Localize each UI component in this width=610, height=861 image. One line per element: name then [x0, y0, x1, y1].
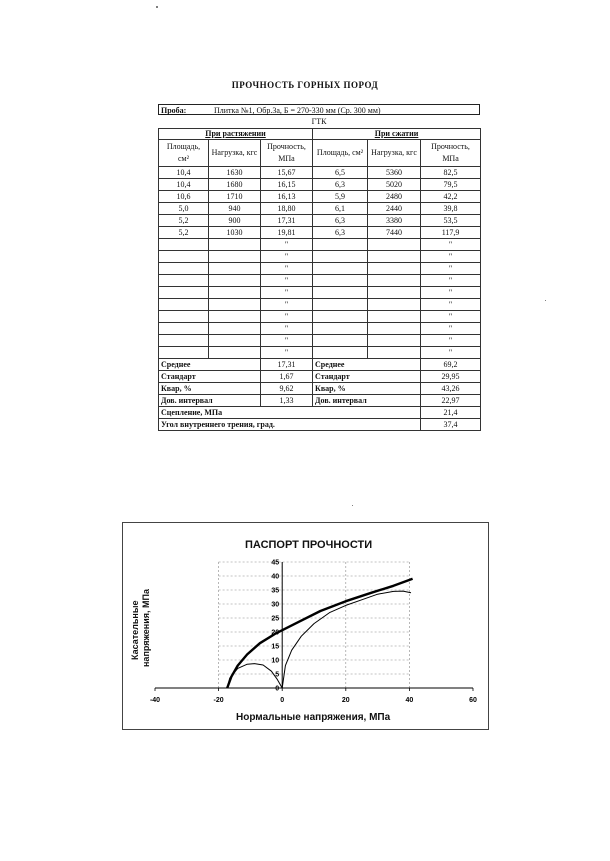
table-cell: 16,15 — [261, 179, 313, 191]
y-tick-label: 35 — [271, 587, 280, 595]
stat-value: 17,31 — [261, 359, 313, 371]
y-tick-label: 30 — [271, 601, 280, 609]
ditto-mark: " — [421, 239, 481, 251]
method-label: ГТК — [311, 117, 327, 126]
table-cell: 79,5 — [421, 179, 481, 191]
stat-label: Дов. интервал — [159, 395, 261, 407]
stat-value: 22,97 — [421, 395, 481, 407]
table-cell: 940 — [209, 203, 261, 215]
ditto-mark: " — [261, 299, 313, 311]
y-axis-label-line1: Касательные — [130, 600, 140, 660]
table-cell: 17,31 — [261, 215, 313, 227]
column-header: Прочность, МПа — [421, 140, 481, 167]
column-header: Нагрузка, кгс — [209, 140, 261, 167]
ditto-mark: " — [261, 287, 313, 299]
table-cell: 5,0 — [159, 203, 209, 215]
ditto-mark: " — [421, 323, 481, 335]
column-header: Прочность, МПа — [261, 140, 313, 167]
chart-title: ПАСПОРТ ПРОЧНОСТИ — [245, 539, 373, 551]
table-cell: 53,5 — [421, 215, 481, 227]
y-tick-label: 15 — [271, 643, 280, 651]
ditto-mark: " — [261, 275, 313, 287]
table-cell: 18,80 — [261, 203, 313, 215]
table-cell: 42,2 — [421, 191, 481, 203]
stat-label: Стандарт — [313, 371, 421, 383]
table-cell: 3380 — [368, 215, 421, 227]
y-tick-label: 10 — [271, 657, 280, 665]
stat-value: 1,33 — [261, 395, 313, 407]
mohr-circle-line — [282, 591, 411, 688]
table-cell: 1030 — [209, 227, 261, 239]
table-cell: 2440 — [368, 203, 421, 215]
stat-label: Квар, % — [159, 383, 261, 395]
stat-value: 37,4 — [421, 419, 481, 431]
table-cell: 39,8 — [421, 203, 481, 215]
table-cell: 6,5 — [313, 167, 368, 179]
ditto-mark: " — [261, 263, 313, 275]
stat-value: 43,26 — [421, 383, 481, 395]
y-tick-label: 25 — [271, 615, 280, 623]
ditto-mark: " — [421, 275, 481, 287]
table-cell: 10,6 — [159, 191, 209, 203]
table-cell: 5,2 — [159, 227, 209, 239]
table-cell: 5020 — [368, 179, 421, 191]
stat-label: Стандарт — [159, 371, 261, 383]
group-tension: При растяжении — [159, 129, 313, 140]
x-tick-label: 0 — [280, 697, 285, 704]
column-header: Площадь, см² — [159, 140, 209, 167]
x-tick-label: 40 — [405, 697, 414, 704]
table-cell: 16,13 — [261, 191, 313, 203]
group-compression: При сжатии — [313, 129, 481, 140]
ditto-mark: " — [261, 251, 313, 263]
table-cell: 5,2 — [159, 215, 209, 227]
ditto-mark: " — [421, 311, 481, 323]
table-cell: 117,9 — [421, 227, 481, 239]
y-tick-label: 40 — [271, 573, 280, 581]
table-cell: 1680 — [209, 179, 261, 191]
column-header: Нагрузка, кгс — [368, 140, 421, 167]
stat-value: 21,4 — [421, 407, 481, 419]
ditto-mark: " — [421, 251, 481, 263]
ditto-mark: " — [421, 263, 481, 275]
table-cell: 15,67 — [261, 167, 313, 179]
stat-label: Среднее — [313, 359, 421, 371]
table-cell: 5360 — [368, 167, 421, 179]
y-tick-label: 0 — [275, 685, 280, 693]
ditto-mark: " — [261, 335, 313, 347]
table-cell: 6,3 — [313, 179, 368, 191]
table-cell: 1710 — [209, 191, 261, 203]
ditto-mark: " — [421, 287, 481, 299]
sample-value: Плитка №1, Обр.3а, Б = 270-330 мм (Ср. 300 мм) — [214, 106, 381, 115]
table-cell: 900 — [209, 215, 261, 227]
ditto-mark: " — [421, 299, 481, 311]
x-axis-label: Нормальные напряжения, МПа — [236, 712, 391, 723]
x-tick-label: -20 — [213, 697, 224, 704]
table-cell: 82,5 — [421, 167, 481, 179]
ditto-mark: " — [261, 347, 313, 359]
table-cell: 2480 — [368, 191, 421, 203]
table-cell: 5,9 — [313, 191, 368, 203]
stat-value: 1,67 — [261, 371, 313, 383]
column-header: Площадь, см² — [313, 140, 368, 167]
stat-label: Сцепление, МПа — [159, 407, 421, 419]
stat-label: Квар, % — [313, 383, 421, 395]
ditto-mark: " — [261, 311, 313, 323]
stat-value: 29,95 — [421, 371, 481, 383]
table-cell: 1630 — [209, 167, 261, 179]
table-cell: 6,3 — [313, 215, 368, 227]
y-axis-label-line2: напряжения, МПа — [141, 589, 151, 667]
x-tick-label: 20 — [341, 697, 350, 704]
table-cell: 6,1 — [313, 203, 368, 215]
stat-value: 9,62 — [261, 383, 313, 395]
stat-label: Дов. интервал — [313, 395, 421, 407]
stat-label: Угол внутреннего трения, град. — [159, 419, 421, 431]
y-tick-label: 20 — [271, 629, 280, 637]
table-cell: 10,4 — [159, 167, 209, 179]
ditto-mark: " — [261, 239, 313, 251]
ditto-mark: " — [421, 335, 481, 347]
ditto-mark: " — [261, 323, 313, 335]
x-tick-label: 60 — [469, 697, 477, 704]
stat-value: 69,2 — [421, 359, 481, 371]
table-cell: 19,81 — [261, 227, 313, 239]
table-cell: 10,4 — [159, 179, 209, 191]
sample-label: Проба: — [161, 106, 187, 115]
document-title: ПРОЧНОСТЬ ГОРНЫХ ПОРОД — [231, 80, 379, 90]
envelope-line — [227, 579, 412, 688]
x-tick-label: -40 — [149, 697, 161, 704]
y-tick-label: 5 — [275, 671, 280, 679]
table-cell: 6,3 — [313, 227, 368, 239]
table-cell: 7440 — [368, 227, 421, 239]
stat-label: Среднее — [159, 359, 261, 371]
y-tick-label: 45 — [271, 559, 280, 567]
ditto-mark: " — [421, 347, 481, 359]
